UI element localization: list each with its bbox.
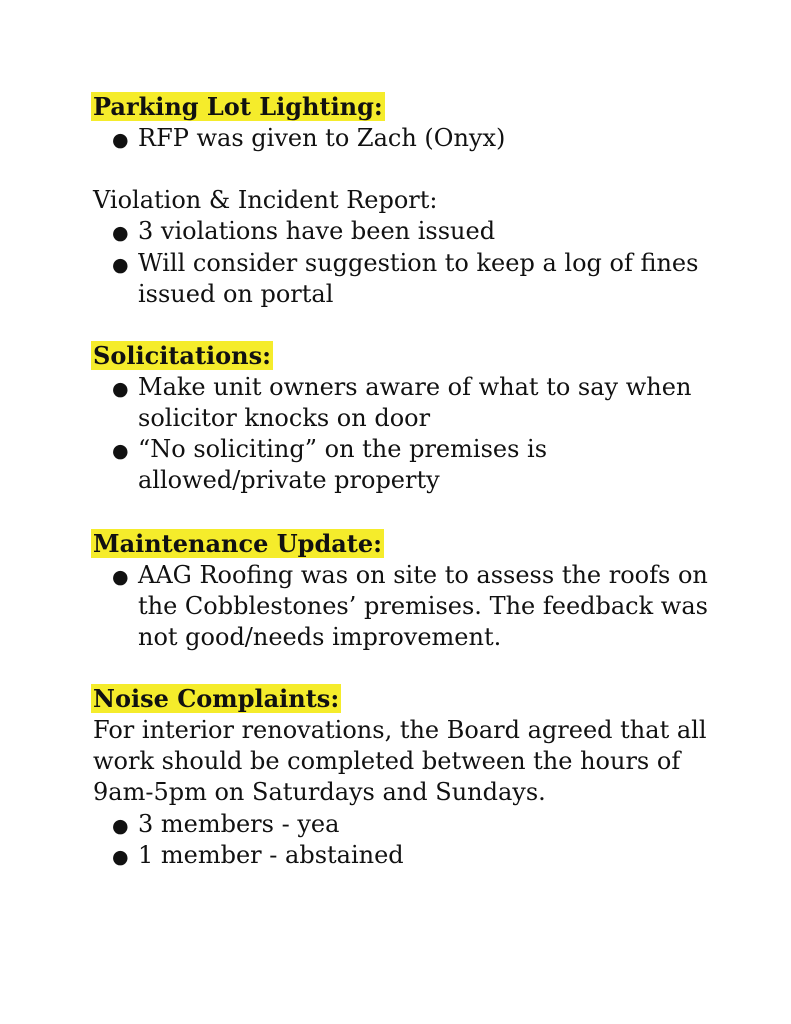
- maintenance-item-1: [112, 560, 708, 593]
- noise-paragraph-line-3: 9am-5pm on Saturdays and Sundays.: [93, 778, 546, 806]
- bullet-icon: ●: [112, 254, 129, 276]
- noise-paragraph-line-2: work should be completed between the hours of: [93, 747, 681, 775]
- violation-item-2: [112, 248, 698, 281]
- solicitations-heading-line: [91, 340, 273, 372]
- violation-item-2-text-line-1: Will consider suggestion to keep a log of fines: [138, 249, 699, 277]
- violation-item-1-text: 3 violations have been issued: [138, 217, 496, 245]
- maintenance-item-1-text-line-2: the Cobblestones’ premises. The feedback was: [138, 592, 708, 620]
- maintenance-item-1-text-line-3: not good/needs improvement.: [138, 623, 502, 651]
- violation-item-2-text-line-2: issued on portal: [138, 280, 334, 308]
- noise-item-2-text: 1 member - abstained: [138, 841, 404, 869]
- solicitations-item-2: [112, 434, 547, 467]
- bullet-icon: ●: [112, 378, 129, 400]
- violation-heading: Violation & Incident Report:: [93, 186, 438, 214]
- parking-item-1: [112, 123, 505, 156]
- bullet-icon: ●: [112, 129, 129, 151]
- solicitations-heading: Solicitations:: [93, 341, 271, 370]
- solicitations-item-1-text-line-1: Make unit owners aware of what to say when: [138, 373, 692, 401]
- noise-item-1: [112, 809, 339, 842]
- solicitations-item-2-text-line-2: allowed/private property: [138, 466, 440, 494]
- parking-heading: Parking Lot Lighting:: [93, 92, 383, 121]
- solicitations-item-1-text-line-2: solicitor knocks on door: [138, 404, 431, 432]
- maintenance-heading: Maintenance Update:: [93, 529, 382, 558]
- noise-paragraph-line-1: For interior renovations, the Board agreed that all: [93, 716, 707, 744]
- noise-heading: Noise Complaints:: [93, 684, 340, 713]
- noise-heading-line: [91, 683, 341, 715]
- solicitations-item-1: [112, 372, 691, 405]
- bullet-icon: ●: [112, 440, 129, 462]
- maintenance-item-1-text-line-1: AAG Roofing was on site to assess the roofs on: [138, 561, 708, 589]
- parking-heading-line: [91, 91, 385, 123]
- bullet-icon: ●: [112, 566, 129, 588]
- noise-item-2: [112, 840, 404, 873]
- parking-item-1-text: RFP was given to Zach (Onyx): [138, 124, 506, 152]
- bullet-icon: ●: [112, 222, 129, 244]
- noise-item-1-text: 3 members - yea: [138, 810, 340, 838]
- bullet-icon: ●: [112, 846, 129, 868]
- solicitations-item-2-text-line-1: “No soliciting” on the premises is: [138, 435, 548, 463]
- violation-item-1: [112, 216, 495, 249]
- maintenance-heading-line: [91, 528, 384, 560]
- bullet-icon: ●: [112, 815, 129, 837]
